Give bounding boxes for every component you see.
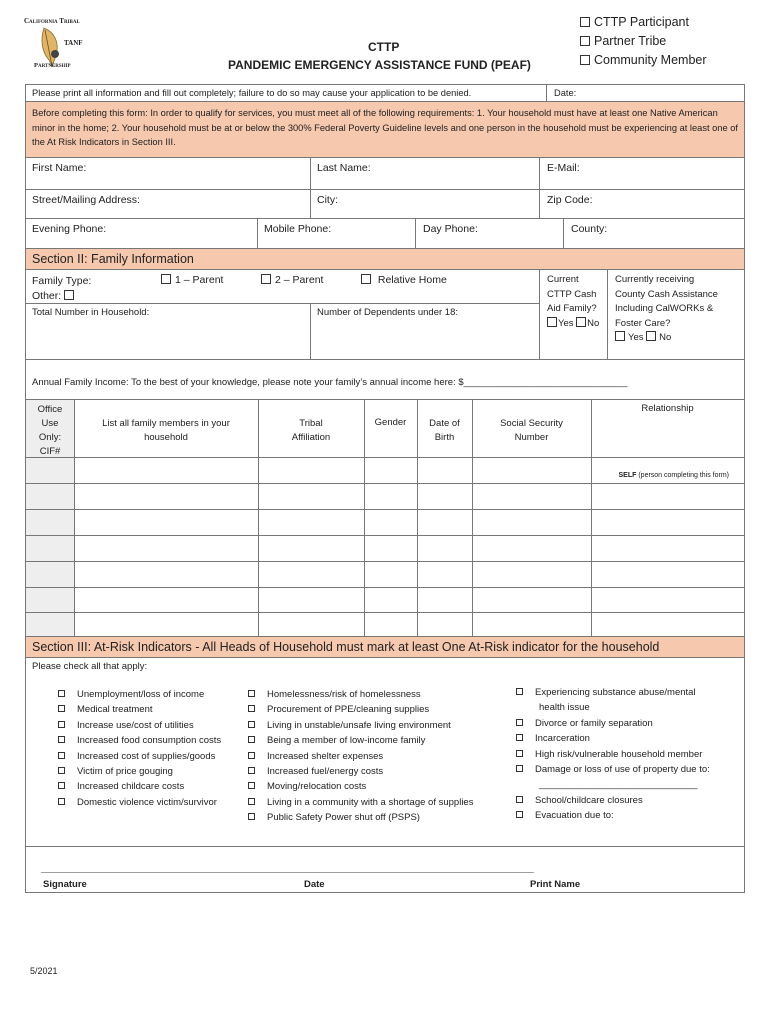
zip-field[interactable]: Zip Code: <box>539 189 745 219</box>
risk-item[interactable]: Living in unstable/unsafe living environment <box>248 718 473 733</box>
email-field[interactable]: E-Mail: <box>539 157 745 190</box>
header-dob: Date of Birth <box>429 418 460 443</box>
at-risk-box: Please check all that apply: Unemployment/loss of income Medical treatment Increase use/cost of utilities Increased food consumption costs Increased cost of supplies/goods Victim of price gouging Increased childcare costs Domestic violence victim/survivor Homelessness/risk of homelessness Procurement of PPE/cleaning supplies Living in unstable/unsafe living environment Being a member of low-income family Increased shelter expenses Increased fuel/energy costs Moving/relocation costs Living in a community with a shortage of supplies Public Safety Power shut off (PSPS) Experiencing substance abuse/mental health issue Divorce or family separation Incarceration High risk/vulnerable household member Damage or loss of use of property due to: ______________________________ School/childcare closures Evacuation due to: <box>25 657 745 847</box>
risk-item-continued: health issue <box>539 702 590 714</box>
applicant-type-checks <box>580 13 707 70</box>
risk-item[interactable]: Living in a community with a shortage of supplies <box>248 795 473 810</box>
print-name-label: Print Name <box>530 879 581 890</box>
date-field[interactable]: Date: <box>546 84 745 102</box>
logo-line1: California Tribal <box>24 17 80 25</box>
header-family-members: List all family members in your household <box>102 418 230 443</box>
section2-header: Section II: Family Information <box>25 248 745 270</box>
risk-item[interactable]: High risk/vulnerable household member <box>516 747 710 762</box>
risk-col-3 <box>516 685 710 824</box>
risk-item[interactable]: Medical treatment <box>58 702 221 717</box>
total-household-field[interactable]: Total Number in Household: <box>25 303 311 360</box>
dependents-field[interactable]: Number of Dependents under 18: <box>310 303 540 360</box>
day-phone-field[interactable]: Day Phone: <box>415 218 564 249</box>
check-partner-tribe[interactable]: Partner Tribe <box>580 32 707 51</box>
print-note-cell: Please print all information and fill out completely; failure to do so may cause your application to be denied. <box>25 84 547 102</box>
risk-item[interactable]: Incarceration <box>516 731 710 746</box>
signature-box <box>25 846 745 893</box>
signature-line[interactable]: ______________________________________________________________________________________________________________________________ <box>41 864 534 873</box>
logo-line2: TANF <box>64 39 83 47</box>
cttp-cash-no[interactable]: No <box>576 318 599 329</box>
risk-col-2 <box>248 687 473 826</box>
section3-header: Section III: At-Risk Indicators - All Heads of Household must mark at least One At-Risk indicator for the household <box>25 636 745 658</box>
last-name-field[interactable]: Last Name: <box>310 157 540 190</box>
check-community-member[interactable]: Community Member <box>580 51 707 70</box>
annual-income-field[interactable]: Annual Family Income: To the best of your knowledge, please note your family’s annual income here: $_______________________________ <box>25 359 745 400</box>
risk-item[interactable]: Homelessness/risk of homelessness <box>248 687 473 702</box>
family-type-relative-home[interactable]: Relative Home <box>361 274 447 286</box>
risk-item[interactable]: School/childcare closures <box>516 793 710 808</box>
risk-item[interactable]: Increased childcare costs <box>58 779 221 794</box>
cttp-cash-yes[interactable]: Yes <box>547 318 574 329</box>
city-field[interactable]: City: <box>310 189 540 219</box>
county-field[interactable]: County: <box>563 218 745 249</box>
cttp-logo <box>22 14 102 74</box>
risk-item[interactable]: Procurement of PPE/cleaning supplies <box>248 702 473 717</box>
first-name-field[interactable]: First Name: <box>25 157 311 190</box>
family-type-other[interactable]: Other: <box>32 290 78 302</box>
mobile-phone-field[interactable]: Mobile Phone: <box>257 218 416 249</box>
form-version: 5/2021 <box>30 966 58 976</box>
family-type-cell: Family Type: 1 – Parent 2 – Parent Relative Home Other: <box>25 269 540 304</box>
county-cash-no[interactable]: No <box>646 332 671 343</box>
requirements-box: Before completing this form: In order to qualify for services, you must meet all of the following requirements: 1. Your household must have at least one Native American minor in the home; 2. Your household must be at or below the 300% Federal Poverty Guideline levels and one person in the household must be experiencing at least one of the At Risk Indicators in Section III. <box>25 101 745 158</box>
members-table <box>25 399 745 637</box>
header-office-use: Office Use Only: CIF# <box>37 404 63 457</box>
damage-cause-line[interactable]: ______________________________ <box>539 779 698 791</box>
street-field[interactable]: Street/Mailing Address: <box>25 189 311 219</box>
logo-line3: Partnership <box>34 62 71 69</box>
header-relationship: Relationship <box>641 403 694 414</box>
family-type-1-parent[interactable]: 1 – Parent <box>161 274 223 286</box>
risk-item[interactable]: Experiencing substance abuse/mental <box>516 685 710 700</box>
risk-item[interactable]: Public Safety Power shut off (PSPS) <box>248 810 473 825</box>
risk-item[interactable]: Increase use/cost of utilities <box>58 718 221 733</box>
header-ssn: Social Security Number <box>500 418 563 443</box>
risk-item[interactable]: Evacuation due to: <box>516 808 710 823</box>
risk-item[interactable]: Damage or loss of use of property due to: <box>516 762 710 777</box>
self-note: SELF (person completing this form) <box>618 472 729 479</box>
signature-label: Signature <box>43 879 87 890</box>
risk-col-1 <box>58 687 221 810</box>
county-cash-yes[interactable]: Yes <box>615 332 644 343</box>
risk-item[interactable]: Increased shelter expenses <box>248 749 473 764</box>
cttp-cash-aid-cell: Current CTTP Cash Aid Family? Yes No <box>539 269 608 360</box>
risk-item[interactable]: Increased cost of supplies/goods <box>58 749 221 764</box>
risk-item[interactable]: Unemployment/loss of income <box>58 687 221 702</box>
family-type-2-parent[interactable]: 2 – Parent <box>261 274 323 286</box>
header-tribal: Tribal Affiliation <box>291 418 331 443</box>
risk-item[interactable]: Increased fuel/energy costs <box>248 764 473 779</box>
risk-item[interactable]: Moving/relocation costs <box>248 779 473 794</box>
risk-item[interactable]: Divorce or family separation <box>516 716 710 731</box>
form-title-2: PANDEMIC EMERGENCY ASSISTANCE FUND (PEAF) <box>228 58 531 72</box>
check-cttp-participant[interactable]: CTTP Participant <box>580 13 707 32</box>
risk-item[interactable]: Being a member of low-income family <box>248 733 473 748</box>
date-label: Date <box>304 879 325 890</box>
county-cash-cell: Currently receiving County Cash Assistance Including CalWORKs & Foster Care? Yes No <box>607 269 745 360</box>
risk-item[interactable]: Domestic violence victim/survivor <box>58 795 221 810</box>
risk-item[interactable]: Victim of price gouging <box>58 764 221 779</box>
evening-phone-field[interactable]: Evening Phone: <box>25 218 258 249</box>
header-gender: Gender <box>374 417 407 428</box>
form-title-1: CTTP <box>368 40 400 54</box>
risk-item[interactable]: Increased food consumption costs <box>58 733 221 748</box>
